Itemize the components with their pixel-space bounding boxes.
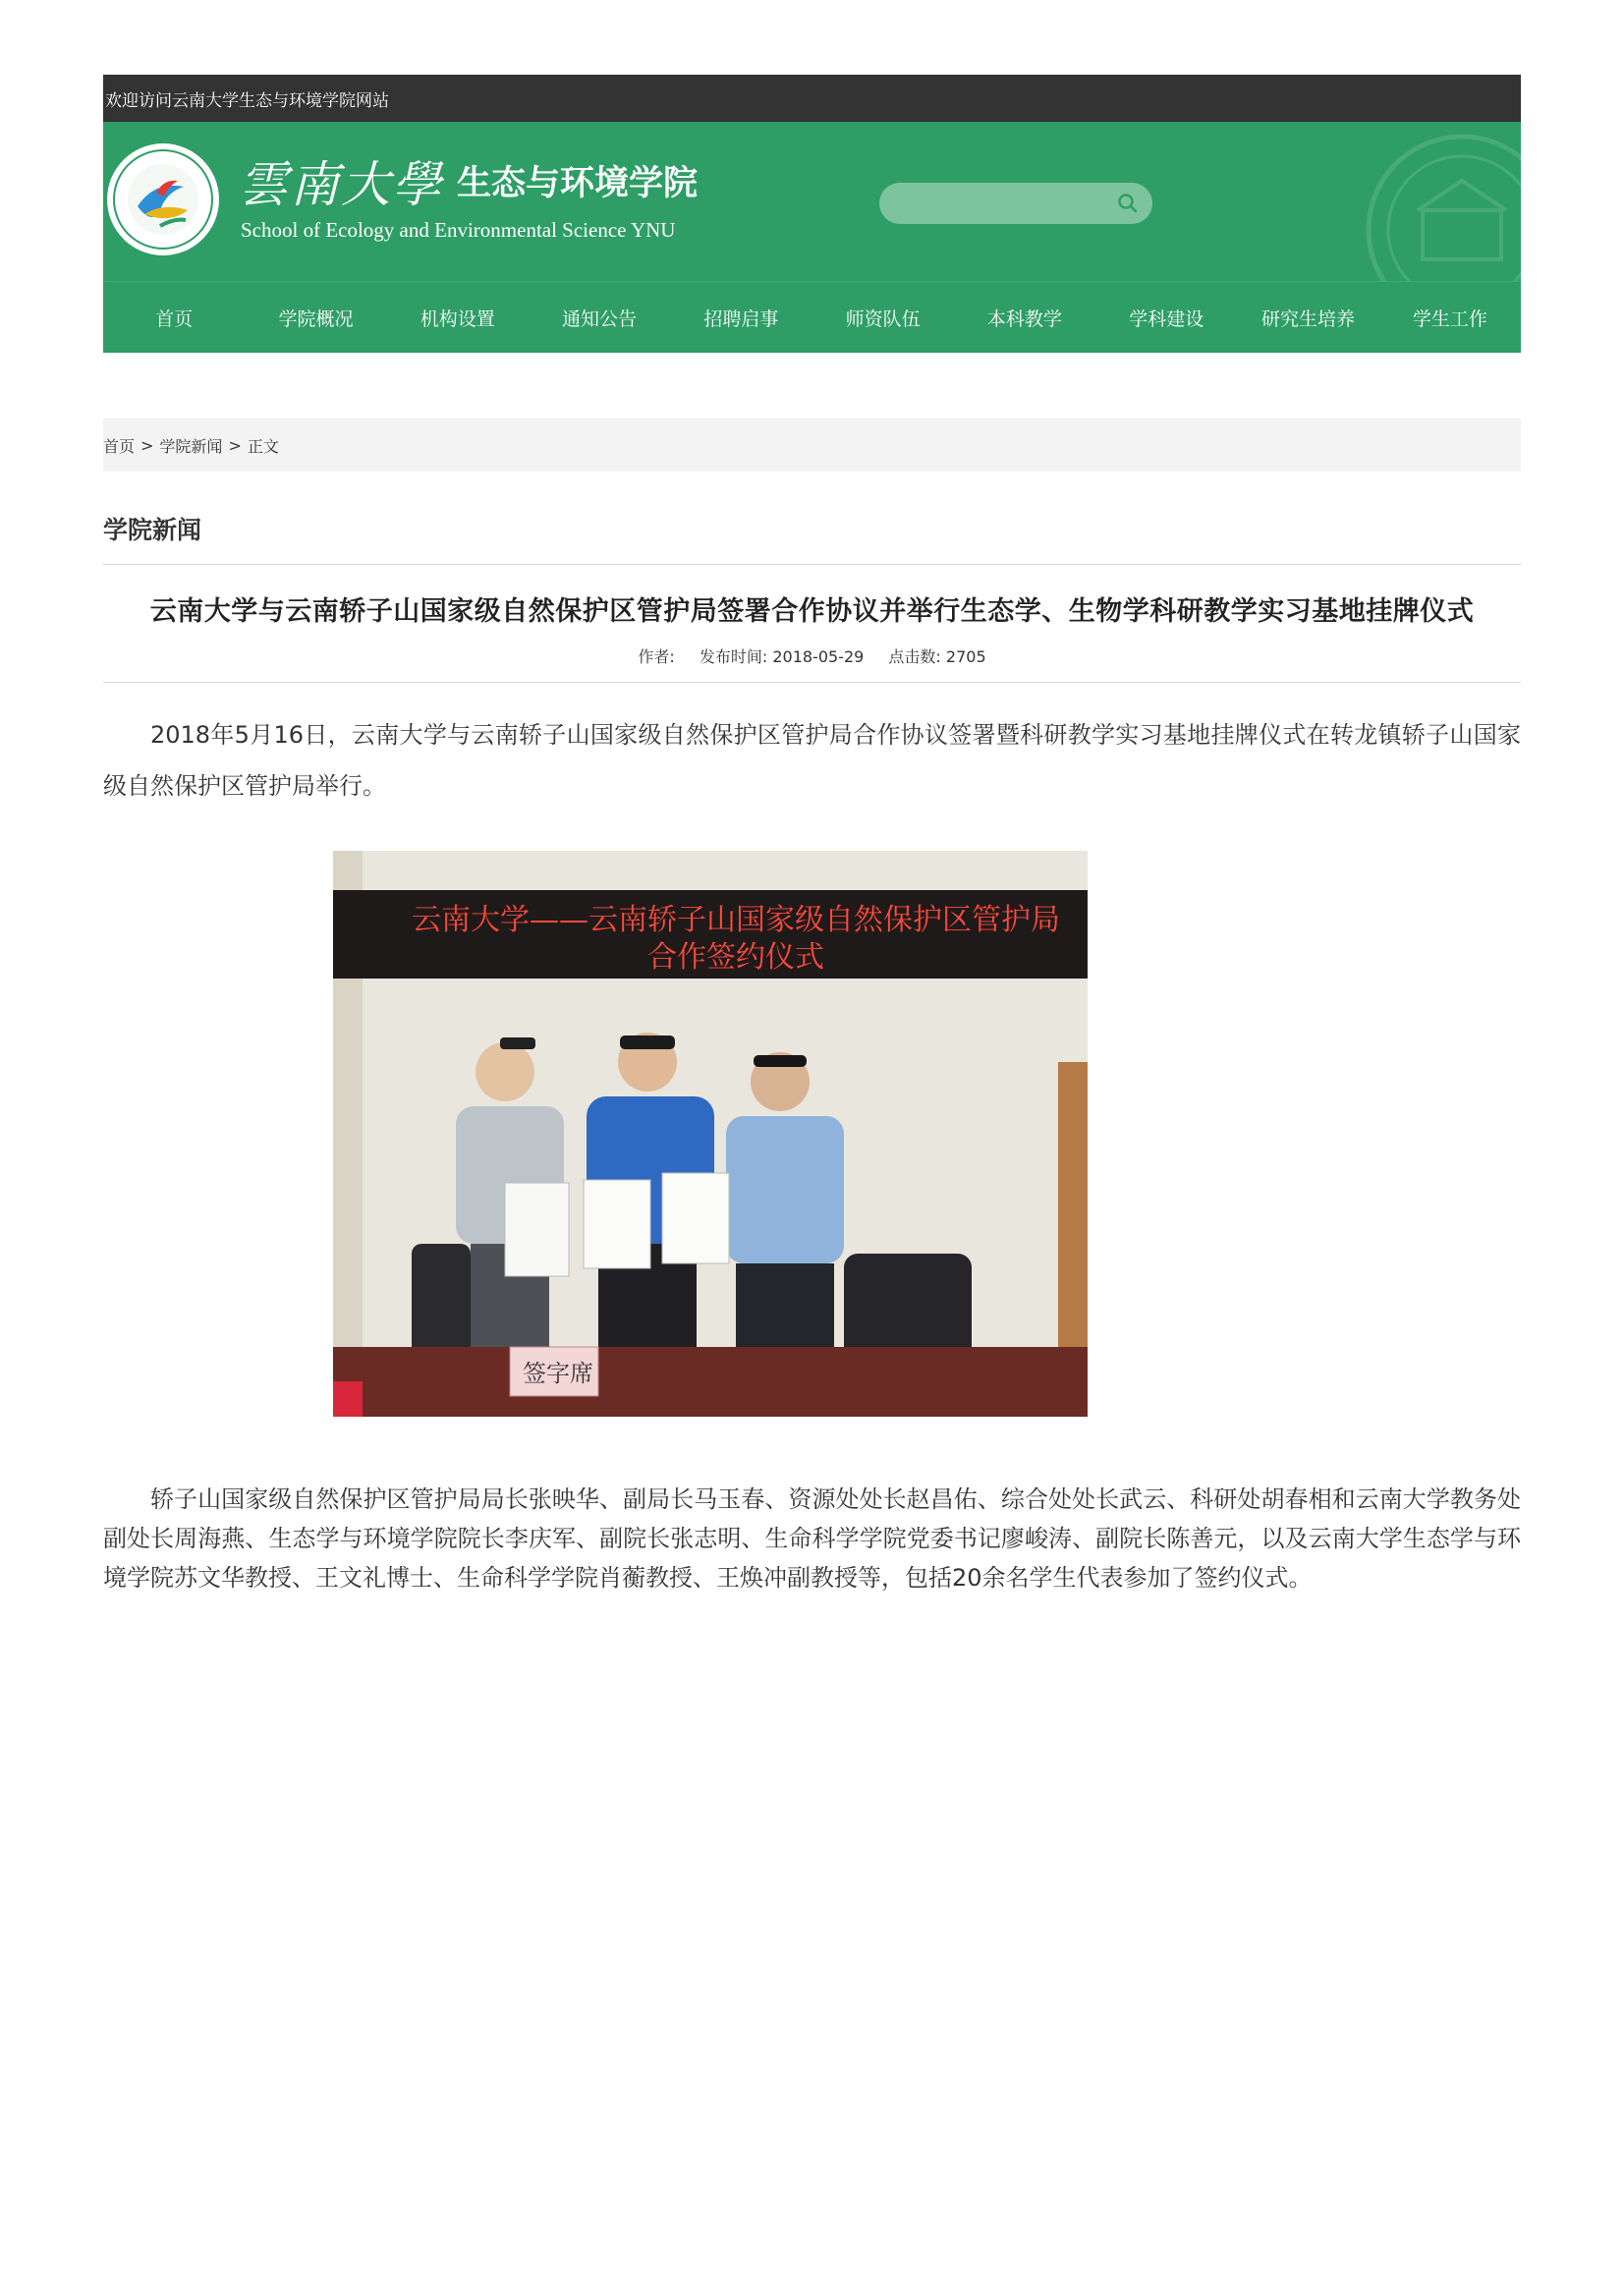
banner-line-2: 合作签约仪式 bbox=[647, 940, 824, 975]
search-icon[interactable] bbox=[1117, 193, 1139, 214]
logo-university-name: 雲南大學 bbox=[239, 156, 443, 213]
nav-item-home[interactable]: 首页 bbox=[155, 308, 194, 330]
logo-text[interactable] bbox=[239, 151, 699, 213]
article-date: 发布时间: 2018-05-29 bbox=[699, 647, 865, 666]
signing-ceremony-photo bbox=[333, 851, 1088, 1417]
campus-seal-watermark-icon bbox=[1364, 132, 1521, 281]
article-paragraph: 2018年5月16日，云南大学与云南轿子山国家级自然保护区管护局合作协议签署暨科研教学实习基地挂牌仪式在转龙镇轿子山国家级自然保护区管护局举行。 bbox=[103, 721, 1521, 800]
breadcrumb-home[interactable]: 首页 bbox=[103, 436, 136, 456]
top-welcome-bar bbox=[103, 75, 1521, 122]
main-nav bbox=[103, 281, 1521, 353]
breadcrumb-separator: > bbox=[140, 435, 154, 455]
search-input[interactable] bbox=[879, 183, 1125, 226]
breadcrumb bbox=[103, 419, 1521, 472]
article-paragraph: 轿子山国家级自然保护区管护局局长张映华、副局长马玉春、资源处处长赵昌佑、综合处处长武云、科研处胡春相和云南大学教务处副处长周海燕、生态学与环境学院院长李庆军、副院长张志明、生命科学学院党委书记廖峻涛、副院长陈善元，以及云南大学生态学与环境学院苏文华教授、王文礼博士、生命科学学院肖蘅教授、王焕冲副教授等，包括20余名学生代表参加了签约仪式。 bbox=[103, 1485, 1521, 1592]
article-photo bbox=[333, 851, 1088, 1417]
breadcrumb-separator: > bbox=[228, 435, 242, 455]
nav-item-organization[interactable]: 机构设置 bbox=[420, 308, 495, 330]
nav-item-disciplines[interactable]: 学科建设 bbox=[1129, 308, 1204, 330]
logo-school-name: 生态与环境学院 bbox=[457, 164, 699, 203]
article-meta bbox=[103, 644, 1521, 667]
welcome-text: 欢迎访问云南大学生态与环境学院网站 bbox=[105, 90, 389, 111]
divider bbox=[103, 564, 1521, 565]
nav-item-recruitment[interactable]: 招聘启事 bbox=[703, 308, 779, 330]
nav-item-faculty[interactable]: 师资队伍 bbox=[845, 308, 921, 330]
logo-english-name: School of Ecology and Environmental Science YNU bbox=[241, 218, 676, 242]
article-title: 云南大学与云南轿子山国家级自然保护区管护局签署合作协议并举行生态学、生物学科研教学实习基地挂牌仪式 bbox=[149, 596, 1475, 627]
breadcrumb-current: 正文 bbox=[247, 436, 279, 456]
nav-item-graduate[interactable]: 研究生培养 bbox=[1261, 308, 1356, 330]
article-views: 点击数: 2705 bbox=[888, 647, 986, 666]
nav-item-student-affairs[interactable]: 学生工作 bbox=[1412, 308, 1487, 330]
nav-item-about[interactable]: 学院概况 bbox=[278, 308, 354, 330]
nameplate-text: 签字席 bbox=[523, 1360, 593, 1387]
section-title: 学院新闻 bbox=[103, 516, 202, 544]
banner-line-1: 云南大学——云南轿子山国家级自然保护区管护局 bbox=[412, 903, 1060, 937]
nav-item-undergraduate[interactable]: 本科教学 bbox=[986, 308, 1062, 330]
breadcrumb-section[interactable]: 学院新闻 bbox=[159, 436, 223, 456]
university-emblem-icon[interactable] bbox=[105, 141, 221, 257]
article-author: 作者: bbox=[638, 647, 675, 666]
divider bbox=[103, 682, 1521, 683]
site-header bbox=[103, 122, 1521, 281]
search-box bbox=[879, 183, 1152, 224]
nav-item-notices[interactable]: 通知公告 bbox=[562, 308, 638, 330]
